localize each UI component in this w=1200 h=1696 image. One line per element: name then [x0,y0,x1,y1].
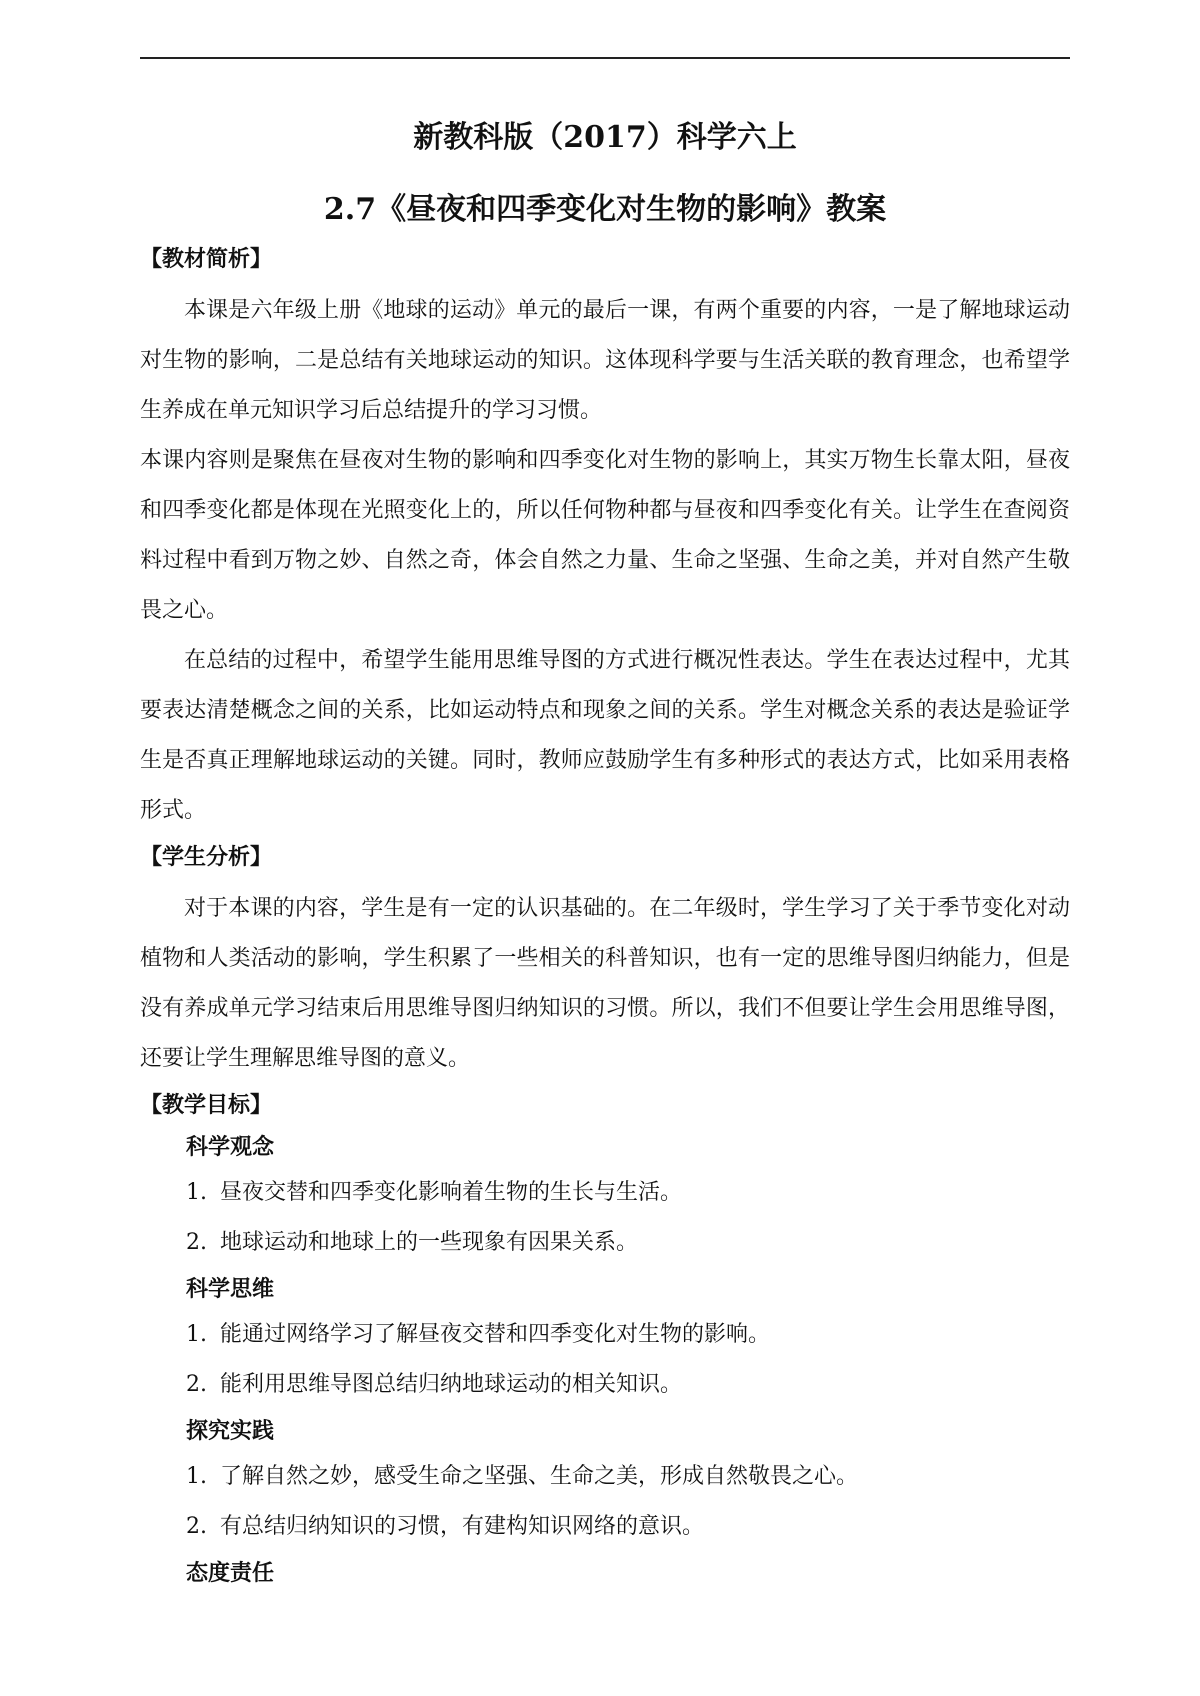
goal-heading-thinking: 科学思维 [186,1276,275,1302]
document-title: 新教科版（2017）科学六上 [413,120,797,155]
goal-heading-concept: 科学观念 [186,1134,275,1160]
material-paragraph-2: 本课内容则是聚焦在昼夜对生物的影响和四季变化对生物的影响上，其实万物生长靠太阳，昼夜和四季变化都是体现在光照变化上的，所以任何物种都与昼夜和四季变化有关。让学生在查阅资料过程中看到万物之妙、自然之奇，体会自然之力量、生命之坚强、生命之美，并对自然产生敬畏之心。 [140,448,1070,623]
list-item: 1. 能通过网络学习了解昼夜交替和四季变化对生物的影响。 [186,1322,771,1347]
section-heading-student: 【学生分析】 [140,844,273,870]
material-paragraph-3: 在总结的过程中，希望学生能用思维导图的方式进行概况性表达。学生在表达过程中，尤其要表达清楚概念之间的关系，比如运动特点和现象之间的关系。学生对概念关系的表达是验证学生是否真正理解地球运动的关键。同时，教师应鼓励学生有多种形式的表达方式，比如采用表格形式。 [140,648,1070,823]
document-page [140,118,1070,1594]
goal-heading-practice: 探究实践 [186,1418,275,1444]
list-item: 2. 地球运动和地球上的一些现象有因果关系。 [186,1230,639,1255]
section-heading-goals: 【教学目标】 [140,1092,273,1118]
header-rule [140,57,1070,59]
list-item: 2. 能利用思维导图总结归纳地球运动的相关知识。 [186,1372,683,1397]
list-item: 2. 有总结归纳知识的习惯，有建构知识网络的意识。 [186,1514,705,1539]
material-paragraph-1: 本课是六年级上册《地球的运动》单元的最后一课，有两个重要的内容，一是了解地球运动对生物的影响，二是总结有关地球运动的知识。这体现科学要与生活关联的教育理念，也希望学生养成在单元知识学习后总结提升的学习习惯。 [140,298,1070,423]
list-item: 1. 了解自然之妙，感受生命之坚强、生命之美，形成自然敬畏之心。 [186,1464,859,1489]
lesson-title: 2.7《昼夜和四季变化对生物的影响》教案 [323,192,887,227]
goal-heading-attitude: 态度责任 [186,1560,275,1586]
section-heading-material: 【教材简析】 [140,246,273,272]
student-paragraph-1: 对于本课的内容，学生是有一定的认识基础的。在二年级时，学生学习了关于季节变化对动植物和人类活动的影响，学生积累了一些相关的科普知识，也有一定的思维导图归纳能力，但是没有养成单元学习结束后用思维导图归纳知识的习惯。所以，我们不但要让学生会用思维导图，还要让学生理解思维导图的意义。 [140,896,1070,1071]
list-item: 1. 昼夜交替和四季变化影响着生物的生长与生活。 [186,1180,683,1205]
